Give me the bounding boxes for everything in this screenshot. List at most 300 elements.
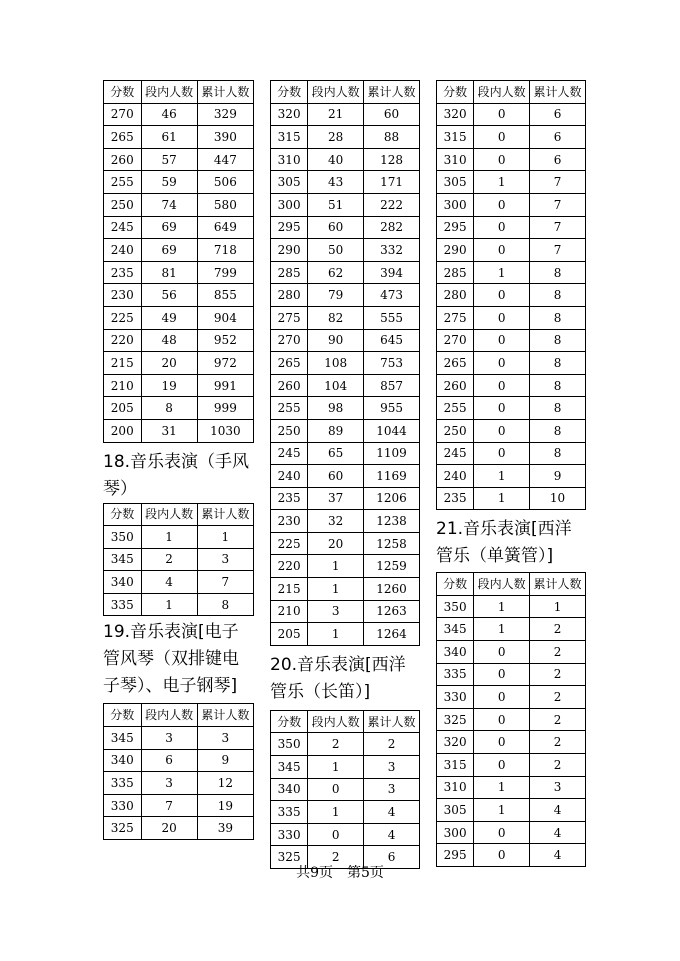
table-cell: 51 (308, 193, 364, 216)
table-cell: 0 (474, 821, 530, 844)
table-header-row (271, 81, 420, 104)
column-header: 分数 (104, 704, 142, 727)
table-cell: 1 (474, 618, 530, 641)
table-cell: 972 (197, 352, 253, 375)
table-cell: 215 (271, 578, 308, 601)
table-cell: 4 (141, 571, 197, 594)
table-cell: 310 (437, 776, 474, 799)
table-cell: 79 (308, 284, 364, 307)
table-row (104, 239, 254, 262)
table-cell: 210 (104, 374, 142, 397)
column-2 (270, 80, 420, 869)
table-row (104, 548, 254, 571)
table-row (104, 397, 254, 420)
score-table-18 (103, 503, 254, 617)
table-cell: 230 (104, 284, 142, 307)
table-cell: 7 (530, 239, 586, 262)
table-row (104, 148, 254, 171)
table-cell: 46 (141, 103, 197, 126)
section-heading-21: 21.音乐表演[西洋管乐（单簧管）] (436, 519, 572, 567)
table-cell: 9 (530, 465, 586, 488)
table-cell: 8 (530, 397, 586, 420)
table-cell: 1263 (364, 600, 420, 623)
table-cell: 81 (141, 261, 197, 284)
table-cell: 260 (437, 374, 474, 397)
table-cell: 1109 (364, 442, 420, 465)
table-cell: 290 (437, 239, 474, 262)
table-cell: 104 (308, 374, 364, 397)
table-row (271, 239, 420, 262)
table-cell: 265 (271, 352, 308, 375)
column-header: 分数 (271, 710, 308, 733)
column-header: 分数 (271, 81, 308, 104)
table-cell: 1 (197, 526, 253, 549)
table-cell: 240 (104, 239, 142, 262)
table-row (271, 465, 420, 488)
table-cell: 7 (197, 571, 253, 594)
table-cell: 3 (197, 548, 253, 571)
table-cell: 0 (474, 148, 530, 171)
table-cell: 0 (474, 239, 530, 262)
table-cell: 0 (474, 731, 530, 754)
column-header: 段内人数 (474, 573, 530, 596)
table-cell: 350 (437, 595, 474, 618)
table-cell: 205 (271, 623, 308, 646)
table-cell: 390 (197, 126, 253, 149)
table-cell: 330 (437, 686, 474, 709)
table-cell: 0 (474, 844, 530, 867)
table-cell: 1 (474, 261, 530, 284)
table-row (437, 419, 586, 442)
table-cell: 1 (474, 595, 530, 618)
table-cell: 1 (474, 171, 530, 194)
table-cell: 799 (197, 261, 253, 284)
table-cell: 69 (141, 239, 197, 262)
table-cell: 6 (530, 126, 586, 149)
table-cell: 473 (364, 284, 420, 307)
table-row (437, 284, 586, 307)
table-header-row (104, 704, 254, 727)
table-cell: 2 (530, 708, 586, 731)
table-cell: 300 (437, 821, 474, 844)
table-cell: 8 (141, 397, 197, 420)
table-row (104, 817, 254, 840)
table-cell: 74 (141, 193, 197, 216)
table-cell: 8 (530, 374, 586, 397)
column-header: 累计人数 (364, 81, 420, 104)
column-header: 段内人数 (141, 503, 197, 526)
table-cell: 0 (474, 284, 530, 307)
table-row (271, 352, 420, 375)
table-row (437, 776, 586, 799)
table-row (271, 487, 420, 510)
table-cell: 69 (141, 216, 197, 239)
table-cell: 991 (197, 374, 253, 397)
table-row (104, 727, 254, 750)
table-row (271, 532, 420, 555)
column-header: 段内人数 (474, 81, 530, 104)
table-row (437, 799, 586, 822)
table-row (437, 731, 586, 754)
table-cell: 282 (364, 216, 420, 239)
table-cell: 32 (308, 510, 364, 533)
table-row (104, 419, 254, 442)
table-cell: 394 (364, 261, 420, 284)
score-table-continued-col2 (270, 80, 420, 646)
table-cell: 4 (530, 821, 586, 844)
table-cell: 19 (141, 374, 197, 397)
table-cell: 350 (104, 526, 142, 549)
table-cell: 255 (104, 171, 142, 194)
table-row (271, 442, 420, 465)
table-row (437, 352, 586, 375)
table-cell: 8 (530, 329, 586, 352)
section-heading-20: 20.音乐表演[西洋管乐（长笛）] (270, 654, 406, 702)
table-cell: 305 (271, 171, 308, 194)
table-cell: 4 (530, 799, 586, 822)
table-cell: 340 (104, 749, 142, 772)
table-cell: 1169 (364, 465, 420, 488)
table-cell: 340 (437, 641, 474, 664)
column-header: 分数 (104, 81, 142, 104)
table-cell: 2 (530, 641, 586, 664)
table-row (437, 465, 586, 488)
table-cell: 89 (308, 419, 364, 442)
table-cell: 3 (364, 756, 420, 779)
table-cell: 19 (197, 794, 253, 817)
table-row (271, 623, 420, 646)
table-cell: 43 (308, 171, 364, 194)
table-row (104, 526, 254, 549)
table-cell: 1 (474, 799, 530, 822)
table-row (104, 772, 254, 795)
table-row (104, 352, 254, 375)
table-cell: 6 (530, 103, 586, 126)
table-cell: 245 (271, 442, 308, 465)
table-cell: 952 (197, 329, 253, 352)
table-cell: 335 (437, 663, 474, 686)
column-3 (436, 80, 586, 867)
page-footer: 共9页 第5页 (296, 865, 384, 881)
table-cell: 8 (530, 261, 586, 284)
table-cell: 310 (271, 148, 308, 171)
table-row (271, 284, 420, 307)
table-row (104, 216, 254, 239)
table-cell: 1 (474, 776, 530, 799)
table-row (437, 148, 586, 171)
table-row (104, 103, 254, 126)
table-cell: 1 (141, 526, 197, 549)
table-cell: 2 (530, 754, 586, 777)
table-cell: 325 (104, 817, 142, 840)
table-cell: 59 (141, 171, 197, 194)
table-cell: 290 (271, 239, 308, 262)
table-cell: 171 (364, 171, 420, 194)
table-row (437, 306, 586, 329)
table-cell: 222 (364, 193, 420, 216)
table-cell: 240 (437, 465, 474, 488)
table-row (271, 578, 420, 601)
table-cell: 1 (308, 623, 364, 646)
table-cell: 8 (530, 442, 586, 465)
table-cell: 210 (271, 600, 308, 623)
table-row (437, 754, 586, 777)
table-cell: 0 (308, 823, 364, 846)
table-cell: 0 (474, 419, 530, 442)
table-row (104, 261, 254, 284)
table-cell: 345 (104, 548, 142, 571)
table-cell: 315 (437, 126, 474, 149)
table-cell: 1264 (364, 623, 420, 646)
table-cell: 255 (271, 397, 308, 420)
table-row (437, 397, 586, 420)
table-cell: 0 (474, 641, 530, 664)
table-cell: 1259 (364, 555, 420, 578)
table-cell: 270 (271, 329, 308, 352)
table-cell: 245 (104, 216, 142, 239)
column-header: 分数 (437, 573, 474, 596)
table-row (271, 778, 420, 801)
table-cell: 300 (271, 193, 308, 216)
table-cell: 0 (474, 193, 530, 216)
table-cell: 275 (271, 306, 308, 329)
table-cell: 6 (141, 749, 197, 772)
table-cell: 108 (308, 352, 364, 375)
table-row (104, 193, 254, 216)
table-cell: 6 (530, 148, 586, 171)
table-cell: 235 (104, 261, 142, 284)
column-header: 累计人数 (197, 81, 253, 104)
table-cell: 82 (308, 306, 364, 329)
table-cell: 345 (437, 618, 474, 641)
table-row (271, 171, 420, 194)
table-cell: 1 (141, 593, 197, 616)
table-cell: 49 (141, 306, 197, 329)
table-row (437, 487, 586, 510)
table-cell: 98 (308, 397, 364, 420)
table-cell: 61 (141, 126, 197, 149)
table-cell: 270 (437, 329, 474, 352)
table-cell: 0 (474, 708, 530, 731)
column-header: 累计人数 (530, 573, 586, 596)
table-cell: 340 (271, 778, 308, 801)
table-cell: 39 (197, 817, 253, 840)
table-cell: 1238 (364, 510, 420, 533)
table-row (437, 193, 586, 216)
table-cell: 2 (530, 686, 586, 709)
table-cell: 285 (437, 261, 474, 284)
table-cell: 6 (364, 846, 420, 869)
score-table-continued-col3 (436, 80, 586, 510)
table-cell: 305 (437, 799, 474, 822)
table-row (271, 374, 420, 397)
table-row (437, 126, 586, 149)
table-cell: 20 (141, 352, 197, 375)
table-row (437, 216, 586, 239)
table-cell: 4 (364, 823, 420, 846)
table-row (437, 708, 586, 731)
table-cell: 1030 (197, 419, 253, 442)
column-header: 段内人数 (308, 710, 364, 733)
table-cell: 260 (271, 374, 308, 397)
table-row (437, 261, 586, 284)
table-cell: 62 (308, 261, 364, 284)
table-cell: 345 (104, 727, 142, 750)
table-cell: 50 (308, 239, 364, 262)
table-row (437, 442, 586, 465)
table-cell: 20 (141, 817, 197, 840)
table-cell: 295 (271, 216, 308, 239)
table-row (271, 216, 420, 239)
table-cell: 1 (308, 555, 364, 578)
table-cell: 300 (437, 193, 474, 216)
column-header: 分数 (104, 503, 142, 526)
table-cell: 955 (364, 397, 420, 420)
table-row (271, 733, 420, 756)
table-cell: 8 (197, 593, 253, 616)
table-row (104, 306, 254, 329)
table-cell: 250 (104, 193, 142, 216)
score-table-21 (436, 572, 586, 867)
table-cell: 330 (271, 823, 308, 846)
table-cell: 31 (141, 419, 197, 442)
table-cell: 240 (271, 465, 308, 488)
table-cell: 0 (474, 329, 530, 352)
table-cell: 0 (474, 397, 530, 420)
table-cell: 8 (530, 306, 586, 329)
table-cell: 270 (104, 103, 142, 126)
table-cell: 3 (141, 772, 197, 795)
table-cell: 8 (530, 419, 586, 442)
table-cell: 235 (271, 487, 308, 510)
table-row (271, 823, 420, 846)
table-cell: 65 (308, 442, 364, 465)
table-cell: 225 (104, 306, 142, 329)
table-cell: 60 (308, 465, 364, 488)
table-row (104, 593, 254, 616)
table-cell: 205 (104, 397, 142, 420)
table-cell: 1 (308, 578, 364, 601)
table-row (271, 193, 420, 216)
table-cell: 0 (308, 778, 364, 801)
table-cell: 645 (364, 329, 420, 352)
table-cell: 215 (104, 352, 142, 375)
table-cell: 0 (474, 686, 530, 709)
table-cell: 3 (530, 776, 586, 799)
table-cell: 200 (104, 419, 142, 442)
column-header: 累计人数 (364, 710, 420, 733)
table-row (104, 571, 254, 594)
table-row (271, 600, 420, 623)
table-cell: 325 (271, 846, 308, 869)
table-cell: 235 (437, 487, 474, 510)
table-cell: 2 (530, 731, 586, 754)
table-row (437, 171, 586, 194)
table-cell: 340 (104, 571, 142, 594)
table-cell: 904 (197, 306, 253, 329)
table-cell: 0 (474, 306, 530, 329)
table-cell: 325 (437, 708, 474, 731)
table-cell: 330 (104, 794, 142, 817)
table-row (271, 510, 420, 533)
table-cell: 2 (364, 733, 420, 756)
table-cell: 0 (474, 126, 530, 149)
table-cell: 1206 (364, 487, 420, 510)
table-cell: 4 (364, 801, 420, 824)
table-cell: 447 (197, 148, 253, 171)
table-row (271, 261, 420, 284)
table-cell: 1044 (364, 419, 420, 442)
table-row (271, 555, 420, 578)
table-cell: 2 (308, 846, 364, 869)
table-cell: 1 (308, 756, 364, 779)
table-cell: 280 (271, 284, 308, 307)
table-row (104, 749, 254, 772)
table-row (104, 794, 254, 817)
table-row (271, 329, 420, 352)
table-cell: 3 (364, 778, 420, 801)
table-cell: 128 (364, 148, 420, 171)
table-cell: 7 (141, 794, 197, 817)
table-cell: 857 (364, 374, 420, 397)
table-cell: 1 (530, 595, 586, 618)
table-cell: 12 (197, 772, 253, 795)
table-cell: 8 (530, 352, 586, 375)
table-cell: 3 (197, 727, 253, 750)
table-cell: 506 (197, 171, 253, 194)
table-cell: 260 (104, 148, 142, 171)
table-cell: 2 (530, 618, 586, 641)
table-cell: 0 (474, 103, 530, 126)
table-cell: 0 (474, 754, 530, 777)
table-cell: 295 (437, 216, 474, 239)
table-cell: 21 (308, 103, 364, 126)
table-cell: 9 (197, 749, 253, 772)
table-cell: 285 (271, 261, 308, 284)
table-cell: 48 (141, 329, 197, 352)
table-header-row (437, 81, 586, 104)
table-row (271, 419, 420, 442)
column-header: 累计人数 (197, 704, 253, 727)
table-cell: 345 (271, 756, 308, 779)
table-cell: 57 (141, 148, 197, 171)
section-heading-18: 18.音乐表演（手风琴） (103, 451, 250, 499)
table-cell: 7 (530, 171, 586, 194)
score-table-20 (270, 710, 420, 869)
table-row (271, 126, 420, 149)
column-header: 段内人数 (141, 704, 197, 727)
column-header: 分数 (437, 81, 474, 104)
table-cell: 315 (437, 754, 474, 777)
table-cell: 350 (271, 733, 308, 756)
table-cell: 60 (308, 216, 364, 239)
table-cell: 4 (530, 844, 586, 867)
table-cell: 1 (474, 487, 530, 510)
table-cell: 37 (308, 487, 364, 510)
table-cell: 220 (271, 555, 308, 578)
column-header: 段内人数 (308, 81, 364, 104)
table-cell: 1 (474, 465, 530, 488)
table-cell: 999 (197, 397, 253, 420)
table-row (271, 306, 420, 329)
table-cell: 305 (437, 171, 474, 194)
section-heading-19: 19.音乐表演[电子管风琴（双排键电子琴）、电子钢琴] (103, 622, 239, 697)
table-row (271, 801, 420, 824)
table-cell: 0 (474, 216, 530, 239)
table-cell: 2 (530, 663, 586, 686)
table-cell: 40 (308, 148, 364, 171)
table-cell: 275 (437, 306, 474, 329)
